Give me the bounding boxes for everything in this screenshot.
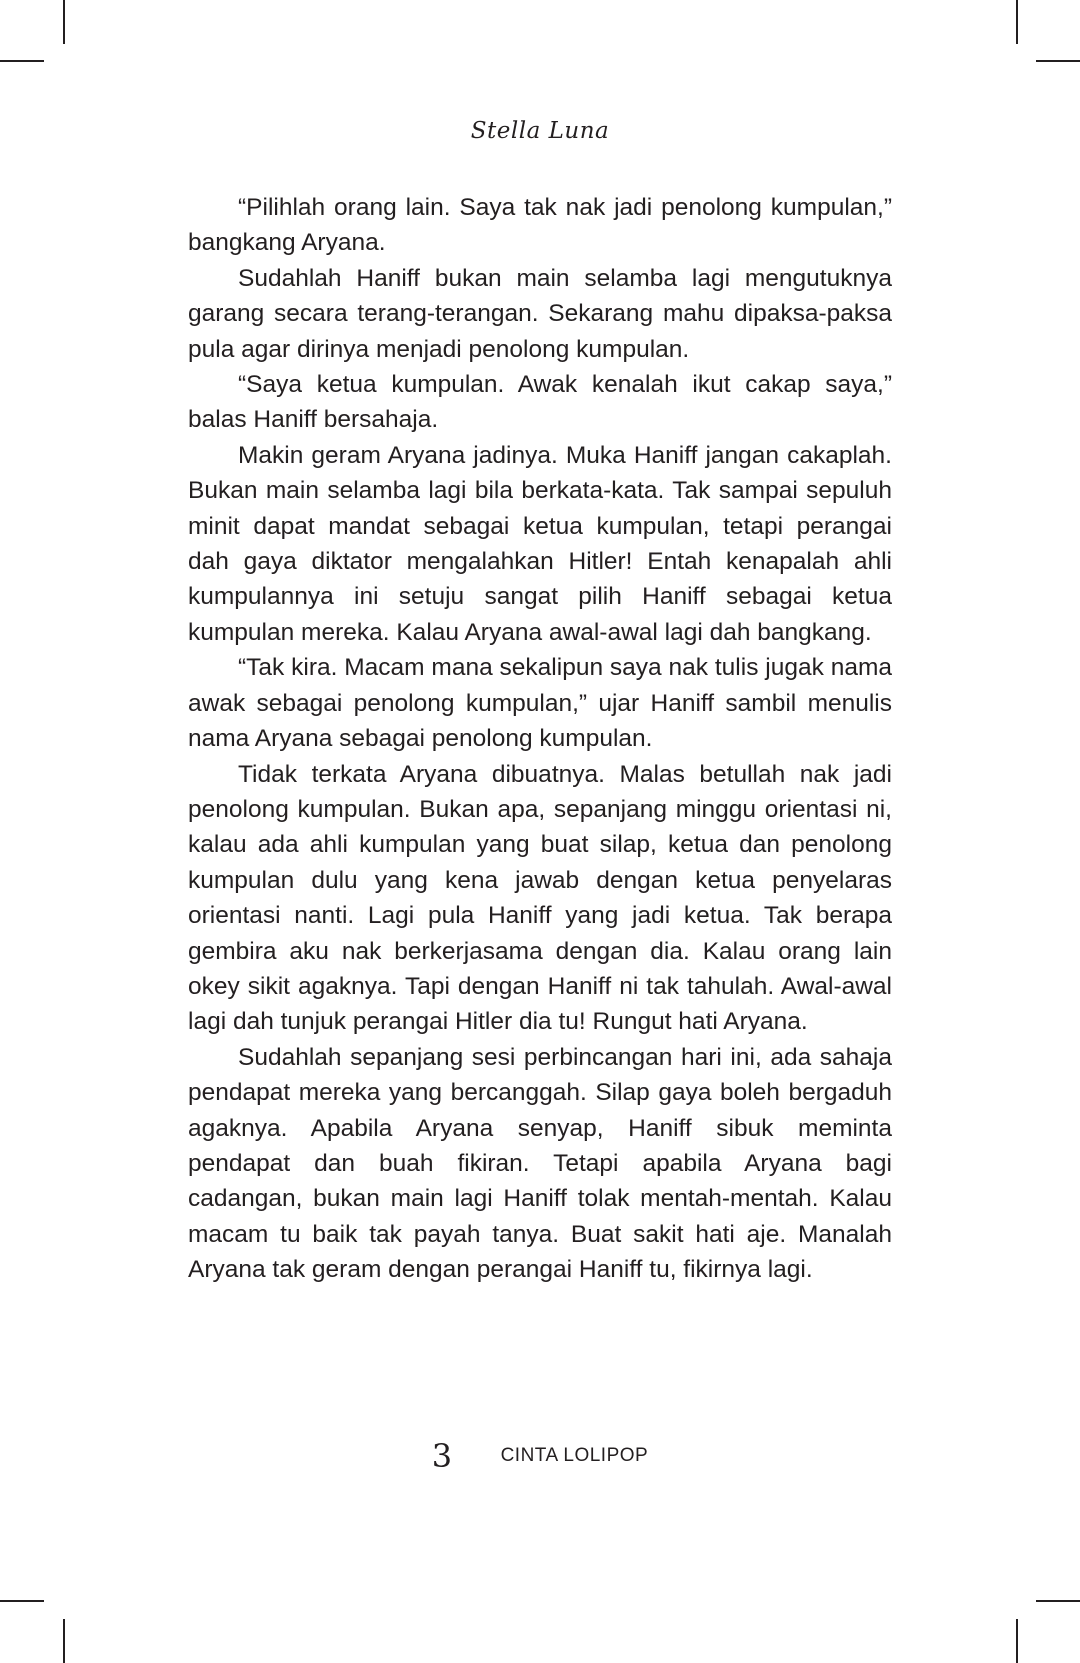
- paragraph: “Pilihlah orang lain. Saya tak nak jadi penolong kumpulan,” bangkang Aryana.: [188, 194, 892, 257]
- running-head: Stella Luna: [470, 118, 610, 144]
- page-footer: [0, 1437, 1080, 1475]
- crop-mark: [1016, 1619, 1018, 1663]
- paragraph: Tidak terkata Aryana dibuatnya. Malas betullah nak jadi penolong kumpulan. Bukan apa, sepanjang minggu orientasi ni, kalau ada ahli kumpulan yang buat silap, ketua dan penolong kumpulan dulu yang kena jawab dengan ketua penyelaras orientasi nanti. Lagi pula Haniff yang jadi ketua. Tak berapa gembira aku nak berkerjasama dengan dia. Kalau orang lain okey sikit agaknya. Tapi dengan Haniff ni tak tahulah. Awal-awal lagi dah tunjuk perangai Hitler dia tu! Rungut hati Aryana.: [188, 760, 892, 1036]
- body-text: [188, 190, 892, 1288]
- crop-mark: [63, 0, 65, 44]
- page-number: 3: [431, 1437, 453, 1475]
- paragraph: Sudahlah Haniff bukan main selamba lagi mengutuknya garang secara terang-terangan. Sekarang mahu dipaksa-paksa pula agar dirinya menjadi penolong kumpulan.: [188, 264, 892, 363]
- crop-mark: [1036, 1600, 1080, 1602]
- crop-mark: [1036, 60, 1080, 62]
- paragraph: Makin geram Aryana jadinya. Muka Haniff jangan cakaplah. Bukan main selamba lagi bila berkata-kata. Tak sampai sepuluh minit dapat mandat sebagai ketua kumpulan, tetapi perangai dah gaya diktator mengalahkan Hitler! Entah kenapalah ahli kumpulannya ini setuju sangat pilih Haniff sebagai ketua kumpulan mereka. Kalau Aryana awal-awal lagi dah bangkang.: [188, 441, 892, 646]
- crop-mark: [1016, 0, 1018, 44]
- crop-mark: [63, 1619, 65, 1663]
- paragraph: Sudahlah sepanjang sesi perbincangan hari ini, ada sahaja pendapat mereka yang bercanggah. Silap gaya boleh bergaduh agaknya. Apabila Aryana senyap, Haniff sibuk meminta pendapat dan buah fikiran. Tetapi apabila Aryana bagi cadangan, bukan main lagi Haniff tolak mentah-mentah. Kalau macam tu baik tak payah tanya. Buat sakit hati aje. Manalah Aryana tak geram dengan perangai Haniff tu, fikirnya lagi.: [188, 1043, 892, 1284]
- paragraph: “Saya ketua kumpulan. Awak kenalah ikut cakap saya,” balas Haniff bersahaja.: [188, 371, 892, 434]
- crop-mark: [0, 1600, 44, 1602]
- book-title: CINTA LOLIPOP: [500, 1445, 649, 1466]
- crop-mark: [0, 60, 44, 62]
- paragraph: “Tak kira. Macam mana sekalipun saya nak tulis jugak nama awak sebagai penolong kumpulan,” ujar Haniff sambil menulis nama Aryana sebagai penolong kumpulan.: [188, 654, 892, 753]
